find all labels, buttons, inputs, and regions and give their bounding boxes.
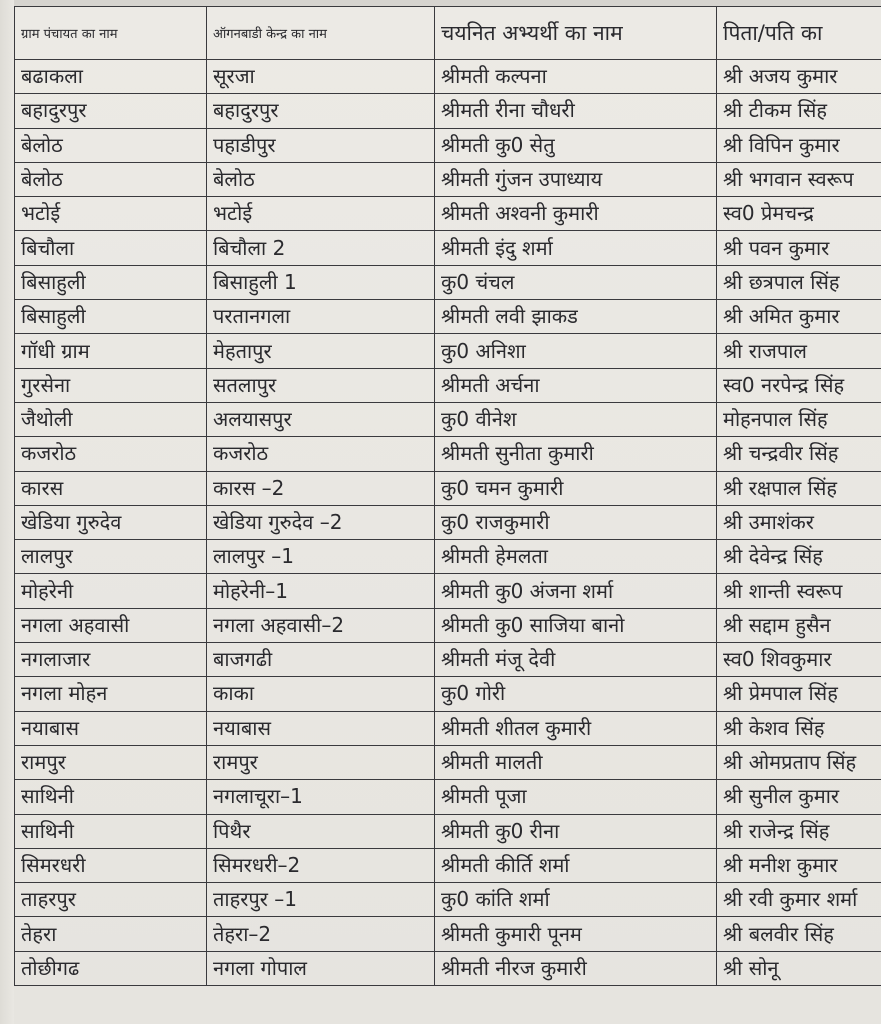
cell-father-husband-name: श्री सोनू <box>717 951 881 985</box>
cell-candidate-name: श्रीमती शीतल कुमारी <box>435 711 717 745</box>
cell-candidate-name: श्रीमती कु0 साजिया बानो <box>435 608 717 642</box>
cell-anganwadi-center: कजरोठ <box>207 437 435 471</box>
cell-candidate-name: श्रीमती इंदु शर्मा <box>435 231 717 265</box>
cell-anganwadi-center: खेडिया गुरुदेव –2 <box>207 505 435 539</box>
cell-father-husband-name: श्री राजेन्द्र सिंह <box>717 814 881 848</box>
cell-gram-panchayat: जैथोली <box>15 402 207 436</box>
table-row <box>15 128 881 162</box>
cell-gram-panchayat: नयाबास <box>15 711 207 745</box>
table-row <box>15 608 881 642</box>
cell-gram-panchayat: कजरोठ <box>15 437 207 471</box>
cell-anganwadi-center: अलयासपुर <box>207 402 435 436</box>
cell-candidate-name: श्रीमती कु0 रीना <box>435 814 717 848</box>
cell-father-husband-name: श्री सुनील कुमार <box>717 780 881 814</box>
cell-father-husband-name: श्री राजपाल <box>717 334 881 368</box>
cell-father-husband-name: स्व0 नरपेन्द्र सिंह <box>717 368 881 402</box>
cell-gram-panchayat: बिसाहुली <box>15 300 207 334</box>
cell-candidate-name: श्रीमती कीर्ति शर्मा <box>435 848 717 882</box>
table-row <box>15 402 881 436</box>
cell-candidate-name: श्रीमती मंजू देवी <box>435 643 717 677</box>
header-father-husband: पिता/पति का <box>717 7 881 60</box>
cell-gram-panchayat: बेलोठ <box>15 128 207 162</box>
cell-gram-panchayat: रामपुर <box>15 745 207 779</box>
cell-candidate-name: श्रीमती सुनीता कुमारी <box>435 437 717 471</box>
cell-anganwadi-center: रामपुर <box>207 745 435 779</box>
cell-candidate-name: श्रीमती मालती <box>435 745 717 779</box>
cell-candidate-name: श्रीमती गुंजन उपाध्याय <box>435 162 717 196</box>
cell-father-husband-name: श्री शान्ती स्वरूप <box>717 574 881 608</box>
cell-anganwadi-center: परतानगला <box>207 300 435 334</box>
cell-father-husband-name: श्री सद्दाम हुसैन <box>717 608 881 642</box>
cell-candidate-name: कु0 चमन कुमारी <box>435 471 717 505</box>
table-row <box>15 471 881 505</box>
table-row <box>15 162 881 196</box>
cell-anganwadi-center: मोहरेनी–1 <box>207 574 435 608</box>
cell-candidate-name: कु0 गोरी <box>435 677 717 711</box>
table-row <box>15 780 881 814</box>
cell-father-husband-name: श्री प्रेमपाल सिंह <box>717 677 881 711</box>
table-row <box>15 883 881 917</box>
table-row <box>15 643 881 677</box>
cell-gram-panchayat: साथिनी <box>15 780 207 814</box>
table-row <box>15 437 881 471</box>
cell-anganwadi-center: काका <box>207 677 435 711</box>
cell-anganwadi-center: सिमरधरी–2 <box>207 848 435 882</box>
cell-gram-panchayat: नगलाजार <box>15 643 207 677</box>
cell-anganwadi-center: बिचौला 2 <box>207 231 435 265</box>
cell-anganwadi-center: सतलापुर <box>207 368 435 402</box>
cell-gram-panchayat: मोहरेनी <box>15 574 207 608</box>
table-row <box>15 677 881 711</box>
cell-anganwadi-center: तेहरा–2 <box>207 917 435 951</box>
candidate-table <box>14 6 881 986</box>
cell-gram-panchayat: बहादुरपुर <box>15 94 207 128</box>
cell-father-husband-name: श्री चन्द्रवीर सिंह <box>717 437 881 471</box>
cell-father-husband-name: श्री छत्रपाल सिंह <box>717 265 881 299</box>
cell-anganwadi-center: बेलोठ <box>207 162 435 196</box>
cell-anganwadi-center: सूरजा <box>207 60 435 94</box>
table-row <box>15 300 881 334</box>
cell-gram-panchayat: तोछीगढ <box>15 951 207 985</box>
table-row <box>15 711 881 745</box>
cell-candidate-name: कु0 कांति शर्मा <box>435 883 717 917</box>
page-left-edge <box>0 0 14 1024</box>
table-row <box>15 231 881 265</box>
cell-father-husband-name: श्री ओमप्रताप सिंह <box>717 745 881 779</box>
cell-anganwadi-center: बाजगढी <box>207 643 435 677</box>
cell-anganwadi-center: मेहतापुर <box>207 334 435 368</box>
header-selected-candidate: चयनित अभ्यर्थी का नाम <box>435 7 717 60</box>
cell-father-husband-name: श्री अजय कुमार <box>717 60 881 94</box>
cell-gram-panchayat: गॉधी ग्राम <box>15 334 207 368</box>
cell-anganwadi-center: नगलाचूरा–1 <box>207 780 435 814</box>
cell-candidate-name: श्रीमती कुमारी पूनम <box>435 917 717 951</box>
cell-gram-panchayat: गुरसेना <box>15 368 207 402</box>
cell-candidate-name: कु0 चंचल <box>435 265 717 299</box>
table-row <box>15 197 881 231</box>
table-row <box>15 334 881 368</box>
cell-gram-panchayat: लालपुर <box>15 540 207 574</box>
cell-gram-panchayat: सिमरधरी <box>15 848 207 882</box>
cell-gram-panchayat: भटोई <box>15 197 207 231</box>
table-row <box>15 917 881 951</box>
table-row <box>15 368 881 402</box>
cell-gram-panchayat: बिसाहुली <box>15 265 207 299</box>
cell-candidate-name: श्रीमती हेमलता <box>435 540 717 574</box>
cell-candidate-name: श्रीमती कु0 सेतु <box>435 128 717 162</box>
cell-anganwadi-center: नगला गोपाल <box>207 951 435 985</box>
cell-candidate-name: कु0 अनिशा <box>435 334 717 368</box>
cell-anganwadi-center: बिसाहुली 1 <box>207 265 435 299</box>
cell-candidate-name: श्रीमती पूजा <box>435 780 717 814</box>
table-row <box>15 265 881 299</box>
cell-gram-panchayat: कारस <box>15 471 207 505</box>
cell-candidate-name: श्रीमती नीरज कुमारी <box>435 951 717 985</box>
cell-gram-panchayat: तेहरा <box>15 917 207 951</box>
cell-father-husband-name: श्री रवी कुमार शर्मा <box>717 883 881 917</box>
cell-anganwadi-center: बहादुरपुर <box>207 94 435 128</box>
cell-gram-panchayat: नगला अहवासी <box>15 608 207 642</box>
cell-father-husband-name: श्री बलवीर सिंह <box>717 917 881 951</box>
cell-gram-panchayat: खेडिया गुरुदेव <box>15 505 207 539</box>
cell-father-husband-name: स्व0 शिवकुमार <box>717 643 881 677</box>
table-row <box>15 94 881 128</box>
cell-anganwadi-center: ताहरपुर –1 <box>207 883 435 917</box>
cell-anganwadi-center: नयाबास <box>207 711 435 745</box>
cell-candidate-name: श्रीमती रीना चौधरी <box>435 94 717 128</box>
cell-father-husband-name: श्री उमाशंकर <box>717 505 881 539</box>
cell-father-husband-name: स्व0 प्रेमचन्द्र <box>717 197 881 231</box>
cell-gram-panchayat: नगला मोहन <box>15 677 207 711</box>
cell-candidate-name: श्रीमती अर्चना <box>435 368 717 402</box>
cell-father-husband-name: श्री मनीश कुमार <box>717 848 881 882</box>
cell-candidate-name: श्रीमती कु0 अंजना शर्मा <box>435 574 717 608</box>
cell-father-husband-name: श्री टीकम सिंह <box>717 94 881 128</box>
cell-father-husband-name: श्री भगवान स्वरूप <box>717 162 881 196</box>
table-row <box>15 60 881 94</box>
cell-candidate-name: कु0 राजकुमारी <box>435 505 717 539</box>
cell-anganwadi-center: पिथैर <box>207 814 435 848</box>
table-row <box>15 505 881 539</box>
table-row <box>15 848 881 882</box>
cell-gram-panchayat: बिचौला <box>15 231 207 265</box>
cell-father-husband-name: श्री देवेन्द्र सिंह <box>717 540 881 574</box>
cell-candidate-name: श्रीमती लवी झाकड <box>435 300 717 334</box>
cell-gram-panchayat: ताहरपुर <box>15 883 207 917</box>
cell-gram-panchayat: बेलोठ <box>15 162 207 196</box>
table-header-row <box>15 7 881 60</box>
cell-gram-panchayat: बढाकला <box>15 60 207 94</box>
cell-anganwadi-center: नगला अहवासी–2 <box>207 608 435 642</box>
table-row <box>15 951 881 985</box>
header-anganwadi-center: ऑगनबाडी केन्द्र का नाम <box>207 7 435 60</box>
table-row <box>15 540 881 574</box>
table-row <box>15 574 881 608</box>
cell-gram-panchayat: साथिनी <box>15 814 207 848</box>
cell-anganwadi-center: भटोई <box>207 197 435 231</box>
cell-father-husband-name: श्री केशव सिंह <box>717 711 881 745</box>
cell-father-husband-name: मोहनपाल सिंह <box>717 402 881 436</box>
cell-candidate-name: कु0 वीनेश <box>435 402 717 436</box>
cell-candidate-name: श्रीमती अश्वनी कुमारी <box>435 197 717 231</box>
header-gram-panchayat: ग्राम पंचायत का नाम <box>15 7 207 60</box>
cell-father-husband-name: श्री रक्षपाल सिंह <box>717 471 881 505</box>
cell-anganwadi-center: पहाडीपुर <box>207 128 435 162</box>
cell-father-husband-name: श्री पवन कुमार <box>717 231 881 265</box>
cell-anganwadi-center: कारस –2 <box>207 471 435 505</box>
table-row <box>15 814 881 848</box>
table-row <box>15 745 881 779</box>
cell-anganwadi-center: लालपुर –1 <box>207 540 435 574</box>
cell-father-husband-name: श्री अमित कुमार <box>717 300 881 334</box>
cell-father-husband-name: श्री विपिन कुमार <box>717 128 881 162</box>
cell-candidate-name: श्रीमती कल्पना <box>435 60 717 94</box>
